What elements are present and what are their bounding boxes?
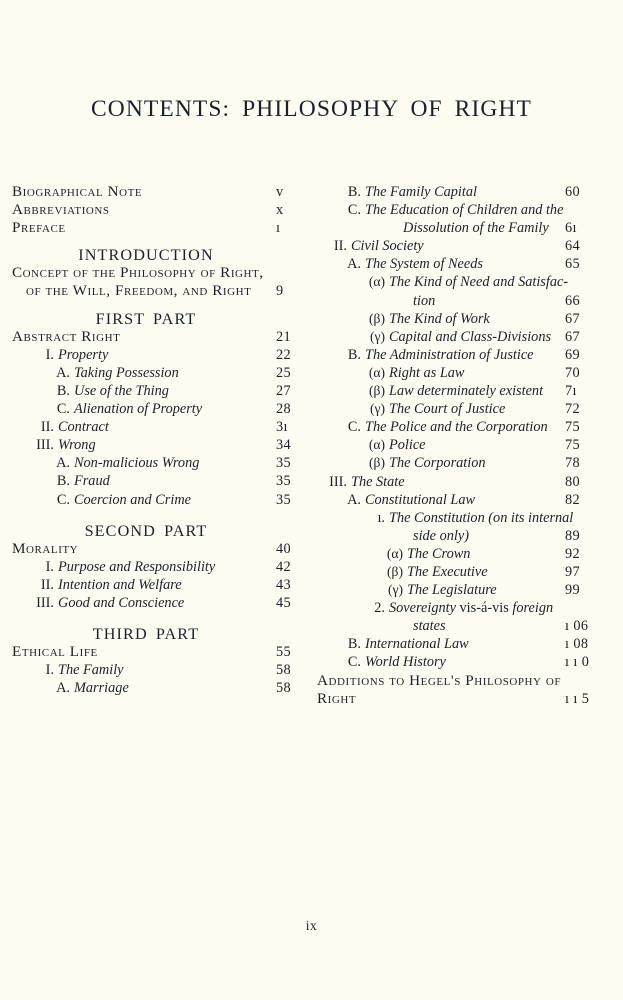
entry-page: 35 xyxy=(276,473,292,490)
entry-title: Fraud xyxy=(74,473,110,490)
toc-entry[interactable] xyxy=(327,545,617,563)
entry-numeral: C. xyxy=(347,654,361,671)
toc-entry-concept-line2[interactable] xyxy=(12,282,308,300)
toc-entry[interactable] xyxy=(327,201,617,219)
toc-entry[interactable] xyxy=(327,273,617,291)
toc-entry-contract[interactable] xyxy=(12,418,308,436)
entry-numeral: C. xyxy=(347,419,361,436)
entry-numeral: (β) xyxy=(387,563,403,579)
entry-page: 55 xyxy=(276,644,292,661)
spacer xyxy=(12,301,308,310)
entry-title: The Legislature xyxy=(407,582,497,599)
entry-numeral: B. xyxy=(56,473,70,490)
entry-page: 43 xyxy=(276,576,292,593)
toc-entry[interactable] xyxy=(327,436,617,454)
entry-numeral: (β) xyxy=(369,310,385,326)
toc-entry-abstract-right[interactable] xyxy=(12,328,308,346)
spacer xyxy=(12,509,308,522)
entry-numeral: III. xyxy=(329,473,347,490)
folio-page-number: ix xyxy=(305,918,318,933)
toc-entry[interactable] xyxy=(327,237,617,255)
toc-entry[interactable] xyxy=(327,219,617,237)
entry-page: ı ı 0 xyxy=(565,654,590,671)
entry-title: International Law xyxy=(365,636,469,653)
entry-title: of the Will, Freedom, and Right xyxy=(26,282,252,300)
toc-entry[interactable] xyxy=(327,473,617,491)
toc-entry[interactable] xyxy=(327,617,617,635)
toc-entry-use-of-the-thing[interactable] xyxy=(12,382,308,400)
entry-numeral: 2. xyxy=(374,600,385,617)
entry-title: The Constitution (on its internal xyxy=(389,509,574,526)
entry-numeral: I. xyxy=(45,346,54,363)
entry-page: ı xyxy=(276,220,281,237)
entry-title: Additions to Hegel's Philosophy of xyxy=(317,671,562,689)
entry-page: 89 xyxy=(565,527,581,544)
toc-entry-biographical-note[interactable] xyxy=(12,183,308,201)
entry-title: Purpose and Responsibility xyxy=(58,558,216,575)
toc-entry[interactable] xyxy=(327,418,617,436)
toc-entry[interactable] xyxy=(327,527,617,545)
toc-entry[interactable] xyxy=(327,183,617,201)
entry-title: Police xyxy=(389,437,426,454)
toc-entry[interactable] xyxy=(327,491,617,509)
toc-entry[interactable] xyxy=(327,653,617,671)
toc-entry[interactable] xyxy=(327,292,617,310)
entry-page: 67 xyxy=(565,310,581,327)
entry-numeral: A. xyxy=(56,364,70,381)
entry-page: ı 08 xyxy=(565,636,589,653)
entry-page: 64 xyxy=(565,238,581,255)
entry-numeral: (α) xyxy=(368,437,385,453)
toc-entry-additions-line1[interactable] xyxy=(317,671,617,690)
entry-numeral: (γ) xyxy=(369,401,385,417)
roman-phrase: vis-á-vis xyxy=(459,600,509,617)
toc-entry[interactable] xyxy=(327,328,617,346)
toc-entry-non-malicious-wrong[interactable] xyxy=(12,454,308,472)
heading-first-part: FIRST PART xyxy=(95,309,197,328)
entry-title: Taking Possession xyxy=(74,364,179,381)
entry-numeral: B. xyxy=(347,346,361,363)
toc-entry-abbreviations[interactable] xyxy=(12,201,308,219)
entry-numeral: II. xyxy=(333,238,347,255)
entry-title: The Crown xyxy=(407,545,471,562)
entry-page: 80 xyxy=(565,473,581,490)
entry-numeral: (β) xyxy=(369,383,385,399)
entry-numeral: (α) xyxy=(368,364,385,380)
spacer xyxy=(12,237,308,246)
entry-page: v xyxy=(276,184,284,200)
entry-page: 75 xyxy=(565,437,581,454)
entry-numeral: C. xyxy=(56,491,70,508)
entry-numeral: B. xyxy=(347,636,361,653)
entry-numeral: (γ) xyxy=(387,582,403,598)
entry-title: Contract xyxy=(58,419,109,436)
entry-page: 3ı xyxy=(276,419,288,436)
toc-entry-additions-line2[interactable] xyxy=(317,689,617,708)
entry-page: x xyxy=(276,202,284,219)
entry-page: 35 xyxy=(276,491,292,508)
entry-numeral: A. xyxy=(347,491,361,508)
toc-entry[interactable] xyxy=(327,310,617,328)
entry-page: 22 xyxy=(276,346,292,363)
entry-title: Property xyxy=(58,346,109,363)
spacer xyxy=(12,612,308,625)
entry-title: The Administration of Justice xyxy=(365,346,534,363)
entry-title: Coercion and Crime xyxy=(74,491,192,508)
heading-second-part: SECOND PART xyxy=(84,521,208,540)
entry-title: The Education of Children and the xyxy=(365,202,564,219)
right-entry-list xyxy=(327,183,617,672)
entry-title: The Court of Justice xyxy=(389,401,506,418)
entry-title: Abbreviations xyxy=(12,201,110,219)
entry-title: Non-malicious Wrong xyxy=(74,455,200,472)
entry-page: 78 xyxy=(565,455,581,472)
entry-page: 42 xyxy=(276,558,292,575)
entry-title: The System of Needs xyxy=(365,256,483,273)
entry-page: 69 xyxy=(565,346,581,363)
entry-title: World History xyxy=(365,654,446,671)
entry-title: The Family xyxy=(58,662,124,679)
toc-entry-the-family[interactable] xyxy=(12,661,308,679)
page-title: CONTENTS: PHILOSOPHY OF RIGHT xyxy=(91,96,532,122)
entry-title: Constitutional Law xyxy=(365,491,476,508)
entry-title: Morality xyxy=(12,539,79,557)
entry-page: 9 xyxy=(276,283,284,300)
entry-page: 25 xyxy=(276,364,292,381)
toc-entry-fraud[interactable] xyxy=(12,472,308,490)
entry-numeral: B. xyxy=(56,382,70,399)
entry-page: 21 xyxy=(276,328,292,345)
entry-numeral: (α) xyxy=(386,545,403,561)
entry-numeral: C. xyxy=(56,401,70,418)
entry-title: The Corporation xyxy=(389,455,486,472)
entry-title: The Executive xyxy=(407,563,488,580)
entry-page: 65 xyxy=(565,256,581,273)
entry-numeral: A. xyxy=(56,680,70,697)
entry-page: 35 xyxy=(276,455,292,472)
entry-numeral: C. xyxy=(347,202,361,219)
entry-title: Biographical Note xyxy=(12,183,143,200)
entry-page: 97 xyxy=(565,563,581,580)
toc-entry-good-and-conscience[interactable] xyxy=(12,594,308,612)
entry-title: Wrong xyxy=(58,437,96,454)
entry-title: Concept of the Philosophy of Right, xyxy=(12,264,264,282)
entry-title: Marriage xyxy=(74,680,129,697)
entry-title: Good and Conscience xyxy=(58,594,185,611)
entry-page: 6ı xyxy=(565,220,577,237)
entry-page: 45 xyxy=(276,594,292,611)
entry-title: Ethical Life xyxy=(12,643,98,661)
entry-page: 40 xyxy=(276,540,292,557)
entry-numeral: (α) xyxy=(368,274,385,290)
entry-page: 92 xyxy=(565,545,581,562)
toc-entry[interactable] xyxy=(327,509,617,527)
toc-entry[interactable] xyxy=(327,255,617,273)
entry-numeral: I. xyxy=(45,558,54,575)
entry-title: The Family Capital xyxy=(365,184,477,200)
entry-title: Law determinately existent xyxy=(389,383,544,400)
toc-entry[interactable] xyxy=(327,400,617,418)
toc-entry-concept-line1[interactable] xyxy=(12,264,308,282)
entry-page: 58 xyxy=(276,662,292,679)
toc-entry[interactable] xyxy=(327,581,617,599)
right-column xyxy=(317,183,617,708)
entry-title: Intention and Welfare xyxy=(58,576,182,593)
toc-entry[interactable] xyxy=(327,599,617,617)
entry-title: Capital and Class-Divisions xyxy=(389,328,552,345)
entry-numeral: A. xyxy=(56,455,70,472)
toc-entry-alienation-of-property[interactable] xyxy=(12,400,308,418)
toc-entry-preface[interactable] xyxy=(12,219,308,237)
entry-page: ı 06 xyxy=(565,618,589,635)
entry-numeral: III. xyxy=(36,594,54,611)
heading-third-part: THIRD PART xyxy=(92,625,200,644)
entry-page: 99 xyxy=(565,582,581,599)
toc-entry-ethical-life[interactable] xyxy=(12,643,308,661)
entry-page: ı ı 5 xyxy=(565,690,590,707)
entry-title: side only) xyxy=(413,527,469,544)
entry-title: tion xyxy=(413,292,436,309)
entry-numeral: I. xyxy=(45,662,54,679)
entry-numeral: ı. xyxy=(377,509,385,526)
heading-introduction: INTRODUCTION xyxy=(78,246,214,265)
entry-page: 67 xyxy=(565,328,581,345)
entry-title: The Kind of Need and Satisfac- xyxy=(389,274,569,291)
entry-title: Civil Society xyxy=(351,238,424,255)
entry-title: states xyxy=(413,618,446,635)
entry-numeral: A. xyxy=(347,256,361,273)
entry-title: Right as Law xyxy=(389,364,465,381)
entry-title: Alienation of Property xyxy=(74,401,203,418)
entry-page: 28 xyxy=(276,401,292,418)
entry-title: Preface xyxy=(12,219,66,237)
entry-page: 7ı xyxy=(565,383,577,400)
toc-entry[interactable] xyxy=(327,635,617,653)
entry-numeral: II. xyxy=(40,419,54,436)
toc-entry-taking-possession[interactable] xyxy=(12,364,308,382)
toc-entry[interactable] xyxy=(327,364,617,382)
toc-entry-purpose-and-responsibility[interactable] xyxy=(12,558,308,576)
entry-title: The Police and the Corporation xyxy=(365,419,548,436)
entry-numeral: III. xyxy=(36,437,54,454)
entry-numeral: II. xyxy=(40,576,54,593)
entry-numeral: (γ) xyxy=(369,328,385,344)
entry-title: Sovereignty vis-á-vis foreign xyxy=(389,600,554,617)
toc-entry-wrong[interactable] xyxy=(12,436,308,454)
left-column xyxy=(12,183,308,697)
toc-entry-morality[interactable] xyxy=(12,540,308,558)
entry-page: 58 xyxy=(276,680,292,697)
entry-numeral: B. xyxy=(347,184,361,200)
entry-title: Use of the Thing xyxy=(74,382,169,399)
entry-title: The Kind of Work xyxy=(389,310,490,327)
entry-page: 34 xyxy=(276,437,292,454)
entry-title: Dissolution of the Family xyxy=(403,220,549,237)
toc-entry[interactable] xyxy=(327,382,617,400)
toc-entry-marriage[interactable] xyxy=(12,679,308,697)
toc-entry[interactable] xyxy=(327,454,617,472)
entry-page: 82 xyxy=(565,491,581,508)
toc-entry[interactable] xyxy=(327,563,617,581)
entry-page: 70 xyxy=(565,364,581,381)
entry-page: 27 xyxy=(276,382,292,399)
entry-page: 66 xyxy=(565,292,581,309)
toc-entry-coercion-and-crime[interactable] xyxy=(12,491,308,509)
toc-entry-property[interactable] xyxy=(12,346,308,364)
toc-entry-intention-and-welfare[interactable] xyxy=(12,576,308,594)
entry-page: 60 xyxy=(565,184,581,200)
entry-numeral: (β) xyxy=(369,455,385,471)
entry-page: 75 xyxy=(565,419,581,436)
entry-title: Abstract Right xyxy=(12,327,121,345)
entry-title: Right xyxy=(317,689,357,707)
toc-entry[interactable] xyxy=(327,346,617,364)
entry-page: 72 xyxy=(565,401,581,418)
entry-title: The State xyxy=(351,473,405,490)
